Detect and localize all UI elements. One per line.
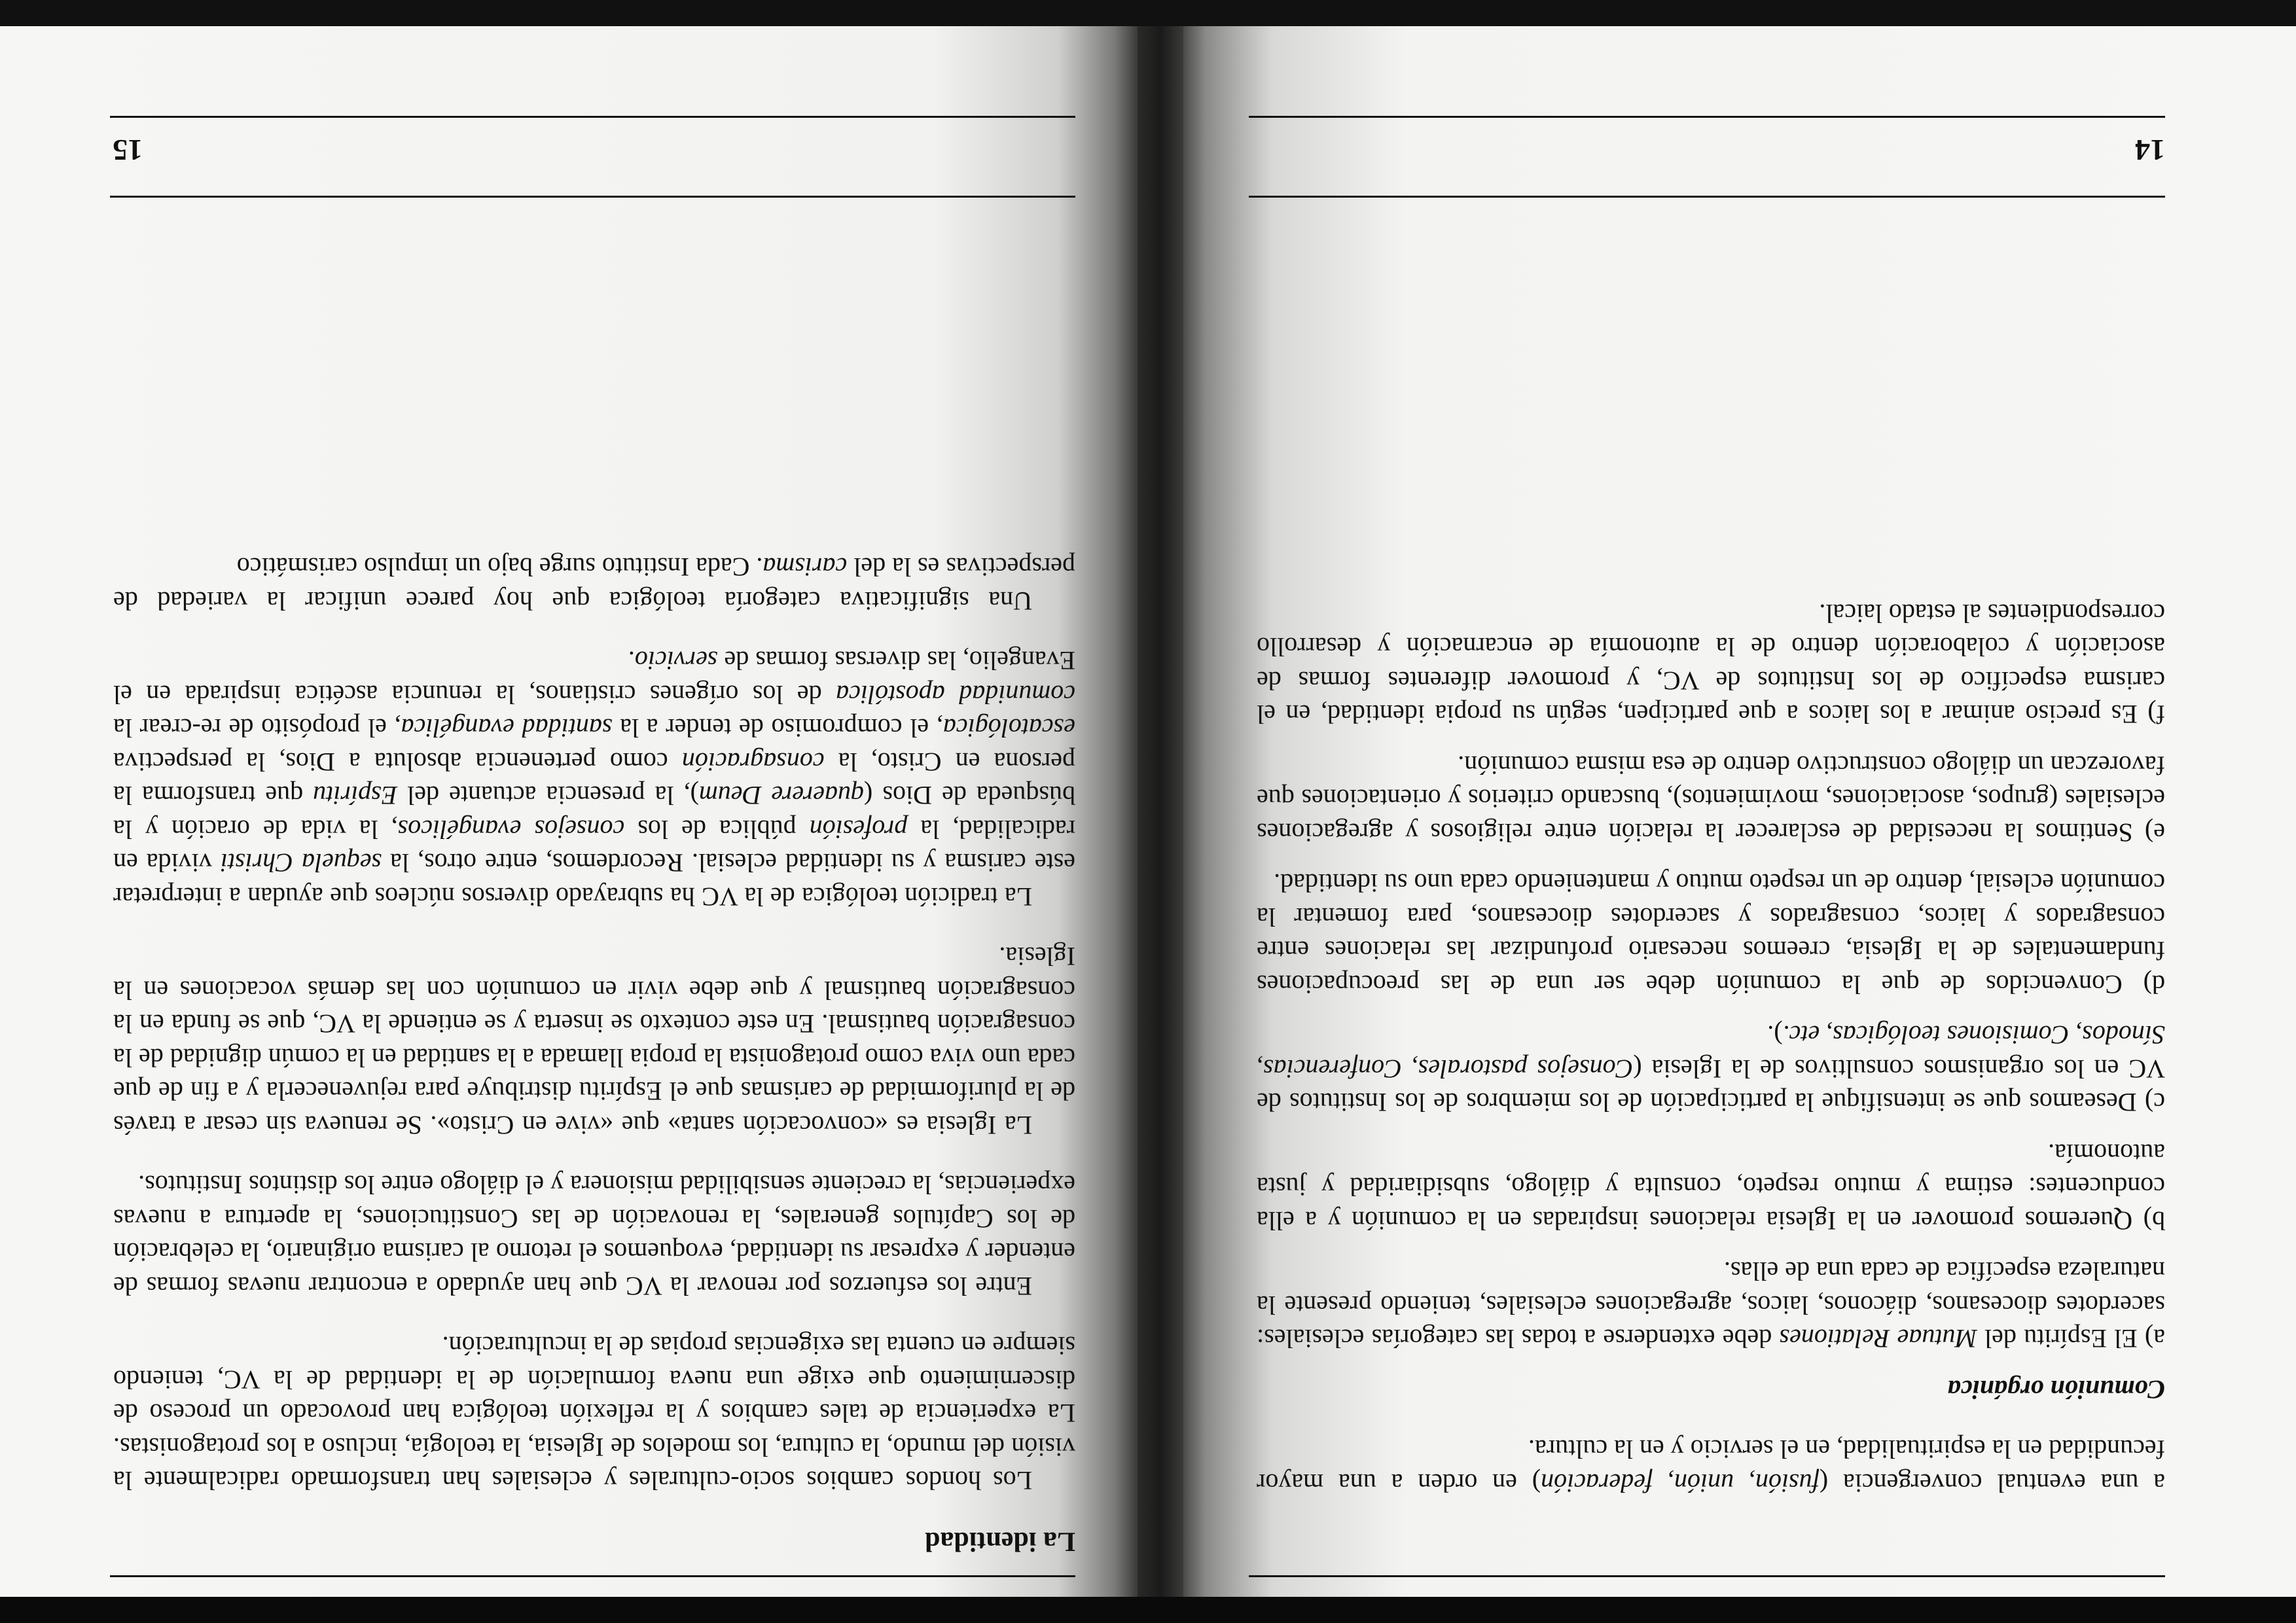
list-item-b: b) Queremos promover en la Iglesia relaciones inspiradas en la comunión y a ella conducentes: estima y mutuo respeto, consulta y diálogo, subsidiaridad y justa autonomía. (1257, 1139, 2165, 1236)
paragraph-5: Una significativa categoría teológica que hoy parece unificar la variedad de perspectivas es la del carisma. Cada Instituto surge bajo un impulso carismático (113, 552, 1075, 616)
top-rule (110, 1575, 1075, 1577)
paragraph-4: La tradición teológica de la VC ha subrayado diversos núcleos que ayudan a interpretar este carisma y su identidad eclesial. Recordemos, entre otros, la sequela Christi vivida en radicalidad, la profesión pública de los consejos evangélicos, la vida de oración y la búsqueda de Dios (quaerere Deum), la presencia actuante del Espíritu que transforma la persona en Cristo, la consagración como pertenencia absoluta a Dios, la perspectiva escatológica, el compromiso de tender a la santidad evangélica, el propósito de re-crear la comunidad apostólica de los orígenes cristianos, la renuncia ascética inspirada en el Evangelio, las diversas formas de servicio. (113, 646, 1075, 912)
page-14 (1183, 26, 2296, 1623)
list-item-c: c) Deseamos que se intensifique la participación de los miembros de los Institutos de VC en los organismos consultivos de la Iglesia (Consejos pastorales, Conferencias, Sínodos, Comisiones teológicas, etc.). (1257, 1020, 2165, 1118)
list-item-f: f) Es preciso animar a los laicos a que participen, según su propia identidad, en el carisma específico de los Institutos de VC, y promover diferentes formas de asociación y colaboración dentro de la autonomía de encarnación y desarrollo correspondientes al estado laical. (1257, 599, 2165, 730)
continuation-paragraph: a una eventual convergencia (fusión, unión, federación) en orden a una mayor fecundidad en la espiritualidad, en el servicio y en la cultura. (1256, 1435, 2165, 1498)
footer-rule-lower (110, 116, 1075, 118)
top-rule (1249, 1575, 2165, 1577)
page-14-body (1257, 597, 2165, 1501)
page-15 (0, 26, 1138, 1623)
page-number-15: 15 (113, 134, 143, 167)
paragraph-3: La Iglesia es «convocación santa» que «vive en Cristo». Se renueva sin cesar a través de la pluriformidad de carismas que el Espíritu distribuye para rejuvenecerla y a fin de que cada uno viva como protagonista la propia llamada a la santidad en la común dignidad de la consagración bautismal. En este contexto se inserta y se entiende la VC, que se funda en la consagración bautismal y que debe vivir en comunión con las demás vocaciones en la Iglesia. (113, 942, 1075, 1140)
footer-rule-upper (110, 196, 1075, 198)
section-heading-la-identidad: La identidad (925, 1526, 1075, 1556)
book-gutter (1138, 26, 1183, 1623)
page-15-body (113, 550, 1075, 1558)
footer-rule-upper (1249, 196, 2165, 198)
scanner-edge (0, 1597, 2296, 1623)
list-item-d: d) Convencidos de que la comunión debe ser una de las preocupaciones fundamentales de la Iglesia, creemos necesario profundizar las relaciones entre consagrados y laicos, consagrados y sacerdotes diocesanos, para fomentar la comunión eclesial, dentro de un respeto mutuo y manteniendo cada uno su identidad. (1257, 868, 2165, 999)
list-item-a: a) El Espíritu del Mutuae Relationes debe extenderse a todas las categorías eclesiales: sacerdotes diocesanos, diáconos, laicos, agregaciones eclesiales, teniendo presente la naturaleza específica de cada una de ellas. (1257, 1257, 2165, 1354)
section-heading-comunion-organica: Comunión orgánica (1947, 1375, 2165, 1404)
list-item-e: e) Sentimos la necesidad de esclarecer la relación entre religiosos y agregaciones eclesiales (grupos, asociaciones, movimientos), buscando criterios y orientaciones que favorezcan un diálogo constructivo dentro de esa misma comunión. (1257, 751, 2165, 847)
footer-rule-lower (1249, 116, 2165, 118)
page-number-14: 14 (2135, 134, 2165, 167)
paragraph-2: Entre los esfuerzos por renovar la VC que han ayudado a encontrar nuevas formas de entender y expresar su identidad, evoquemos el retorno al carisma originario, la celebración de los Capítulos generales, la renovación de las Constituciones, la apertura a nuevas experiencias, la creciente sensibilidad misionera y el diálogo entre los distintos Institutos. (113, 1170, 1075, 1301)
paragraph-1: Los hondos cambios socio-culturales y eclesiales han transformado radicalmente la visión del mundo, la cultura, los modelos de Iglesia, la teología, incluso a los protagonistas. La experiencia de tales cambios y la reflexión teológica han provocado un proceso de discernimiento que exige una nueva formulación de la identidad de la VC, teniendo siempre en cuenta las exigencias propias de la inculturación. (113, 1331, 1075, 1496)
